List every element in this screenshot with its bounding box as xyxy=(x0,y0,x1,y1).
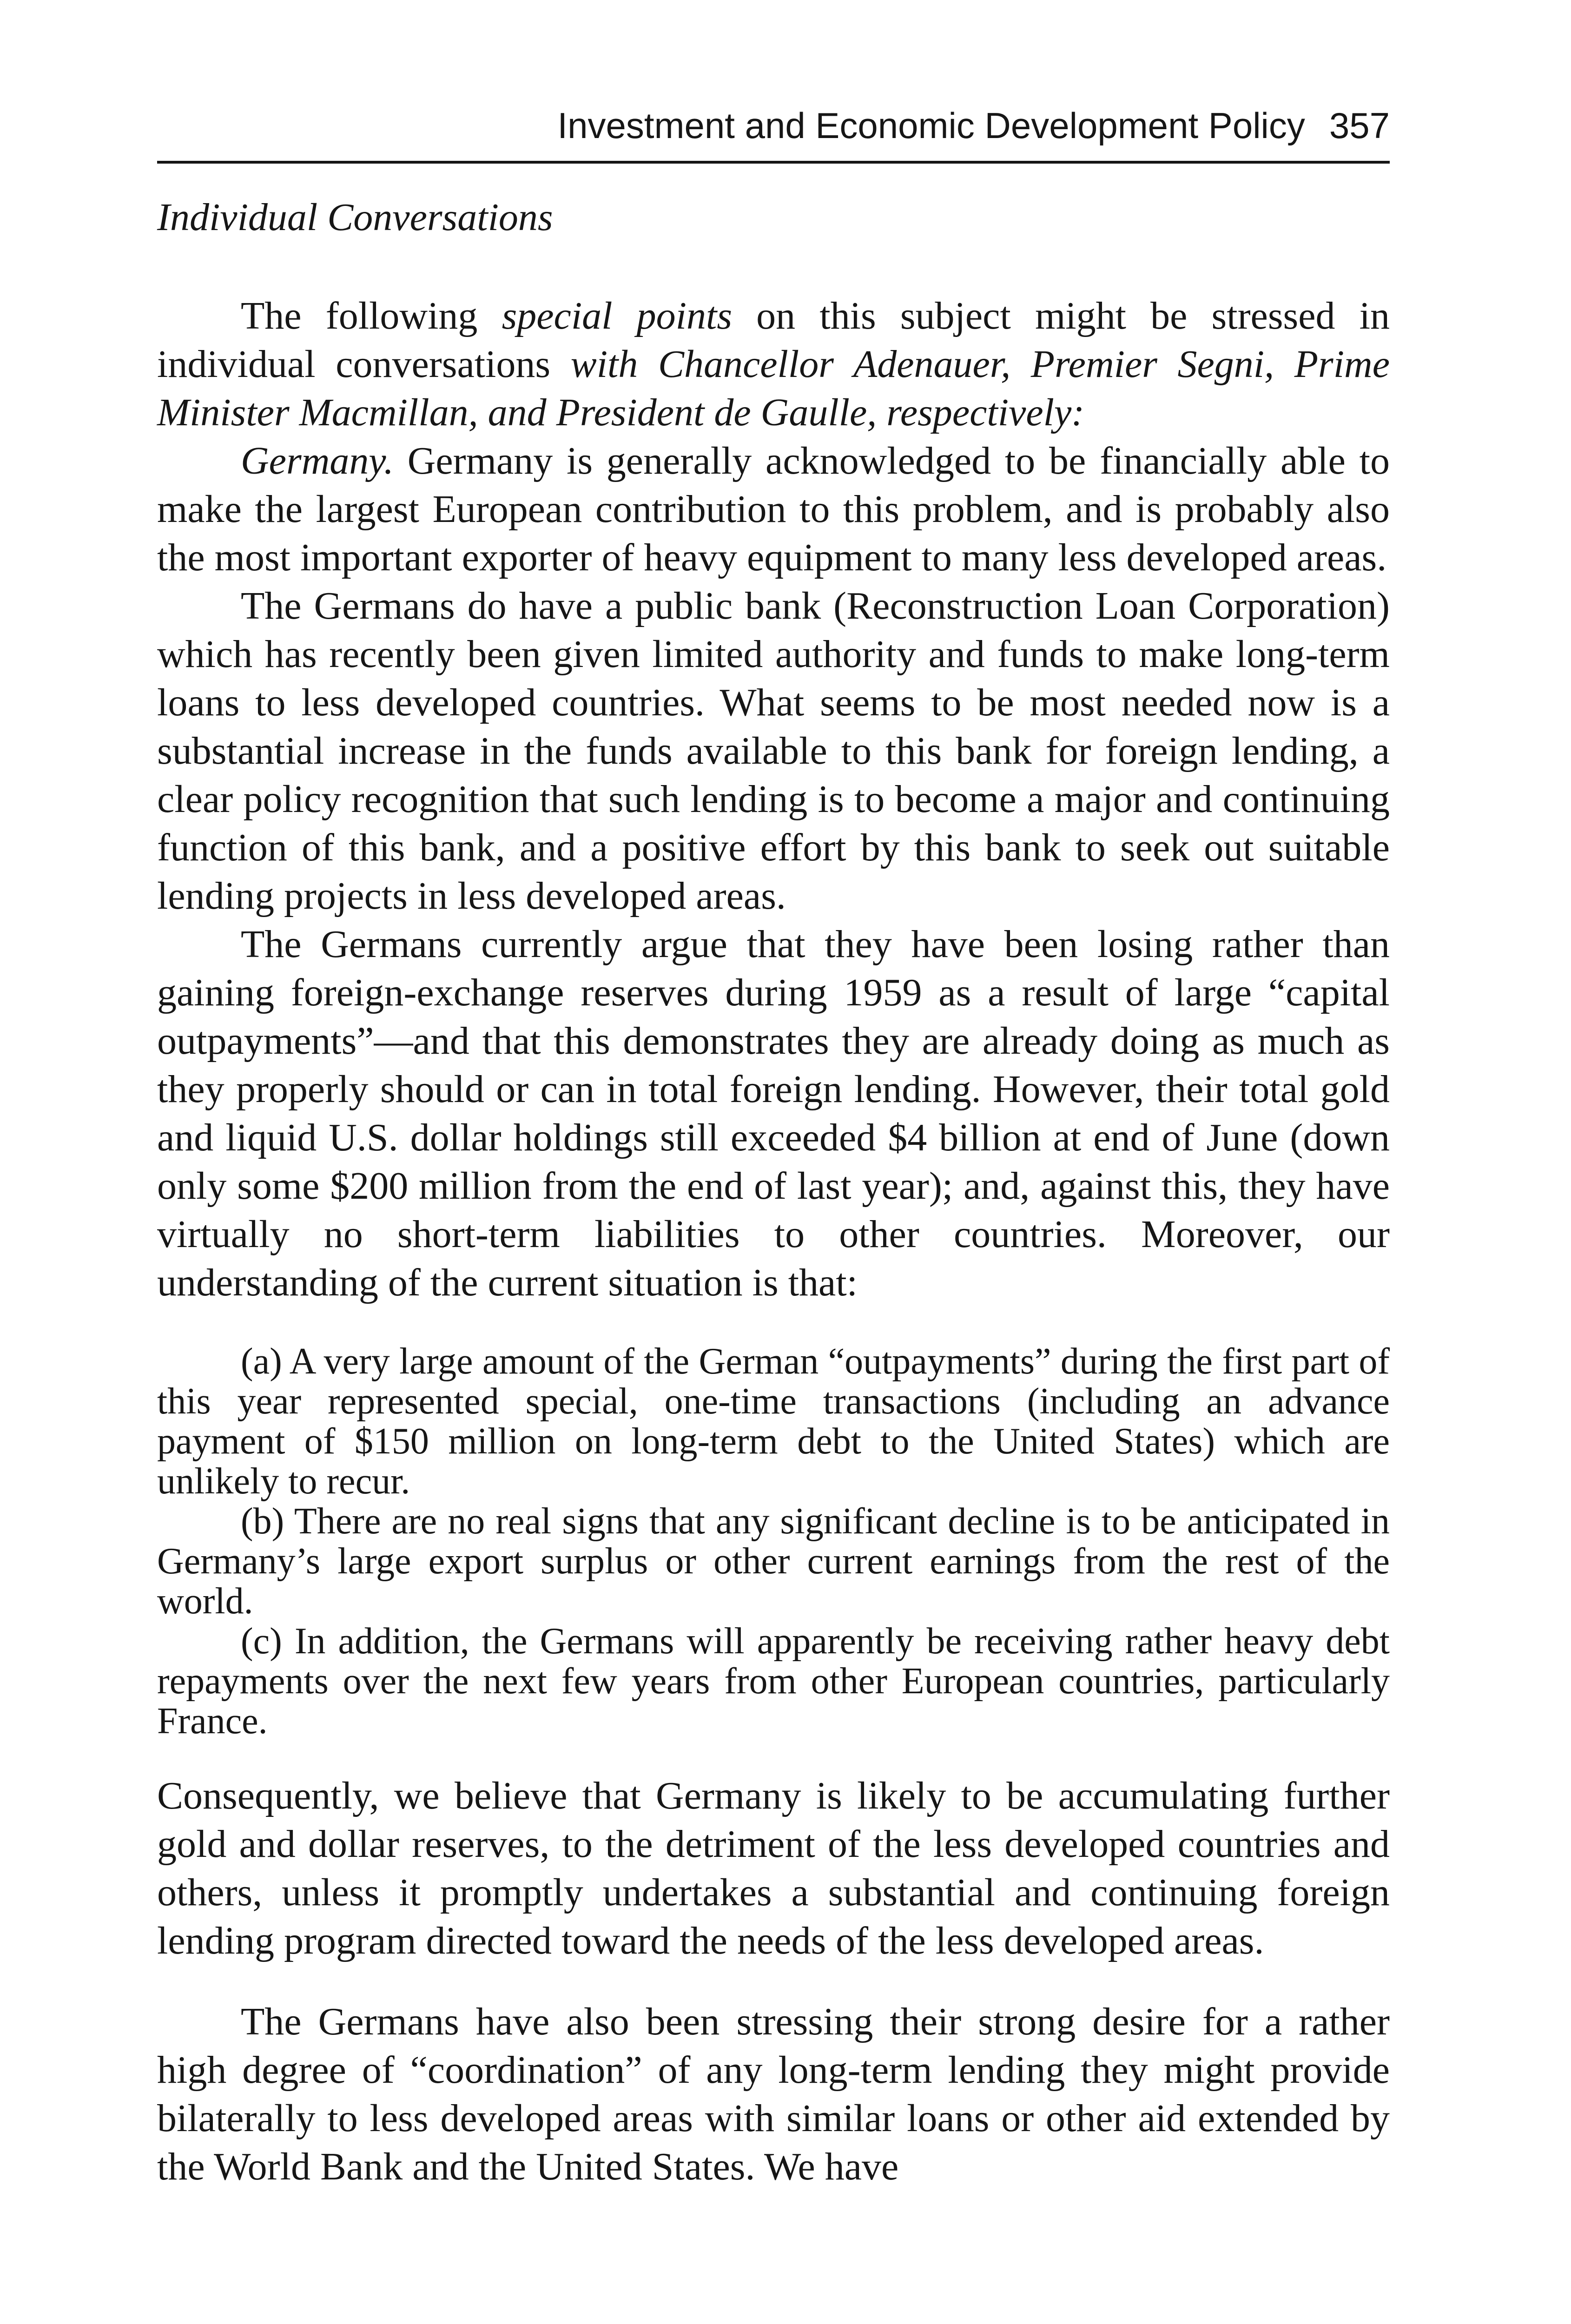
point-c: (c) In addition, the Germans will apparently be receiving rather heavy debt repayments over the next few years from other European countries, particularly France. xyxy=(157,1621,1390,1742)
running-title: Investment and Economic Development Policy xyxy=(557,105,1305,146)
points-list xyxy=(157,1341,1390,1741)
reserves-paragraph: The Germans currently argue that they have been losing rather than gaining foreign-exchange reserves during 1959 as a result of large “capital outpayments”—and that this demonstrates they are already doing as much as they properly should or can in total foreign lending. However, their total gold and liquid U.S. dollar holdings still exceeded $4 billion at end of June (down only some $200 million from the end of last year); and, against this, they have virtually no short-term liabilities to other countries. Moreover, our understanding of the current situation is that: xyxy=(157,923,1390,1304)
germany-paragraph xyxy=(157,437,1390,582)
page-number: 357 xyxy=(1329,105,1390,146)
body-text xyxy=(157,193,1390,2191)
point-a: (a) A very large amount of the German “outpayments” during the first part of this year represented special, one-time transactions (including an advance payment of $150 million on long-term debt to the United States) which are unlikely to recur. xyxy=(157,1341,1390,1502)
germany-run-in-heading: Germany. xyxy=(241,439,394,482)
germany-text: Germany is generally acknowledged to be financially able to make the largest European contribution to this problem, and is probably also the most important exporter of heavy equipment to many less developed areas. xyxy=(157,439,1390,579)
intro-paragraph xyxy=(157,292,1390,437)
intro-text-1: The following xyxy=(241,294,502,337)
section-heading: Individual Conversations xyxy=(157,196,553,239)
consequently-paragraph: Consequently, we believe that Germany is likely to be accumulating further gold and dollar reserves, to the detriment of the less developed countries and others, unless it promptly undertakes a substantial and continuing foreign lending program directed toward the needs of the less developed areas. xyxy=(157,1774,1390,1962)
intro-emphasis-1: special points xyxy=(502,294,733,337)
coordination-paragraph: The Germans have also been stressing their strong desire for a rather high degree of “coordination” of any long-term lending they might provide bilaterally to less developed areas with similar loans or other aid extended by the World Bank and the United States. We have xyxy=(157,2000,1390,2188)
bank-paragraph: The Germans do have a public bank (Reconstruction Loan Corporation) which has recently been given limited authority and funds to make long-term loans to less developed countries. What seems to be most needed now is a substantial increase in the funds available to this bank for foreign lending, a clear policy recognition that such lending is to become a major and continuing function of this bank, and a positive effort by this bank to seek out suitable lending projects in less developed areas. xyxy=(157,584,1390,918)
running-header xyxy=(157,99,1390,164)
point-b: (b) There are no real signs that any significant decline is to be anticipated in Germany’s large export surplus or other current earnings from the rest of the world. xyxy=(157,1501,1390,1622)
intro-text-2: on this subject might be stressed in individual conversations xyxy=(157,294,1390,386)
intro-emphasis-2: with Chancellor Adenauer, Premier Segni, Prime Minister Macmillan, and President de Gaulle, respectively: xyxy=(157,343,1390,434)
